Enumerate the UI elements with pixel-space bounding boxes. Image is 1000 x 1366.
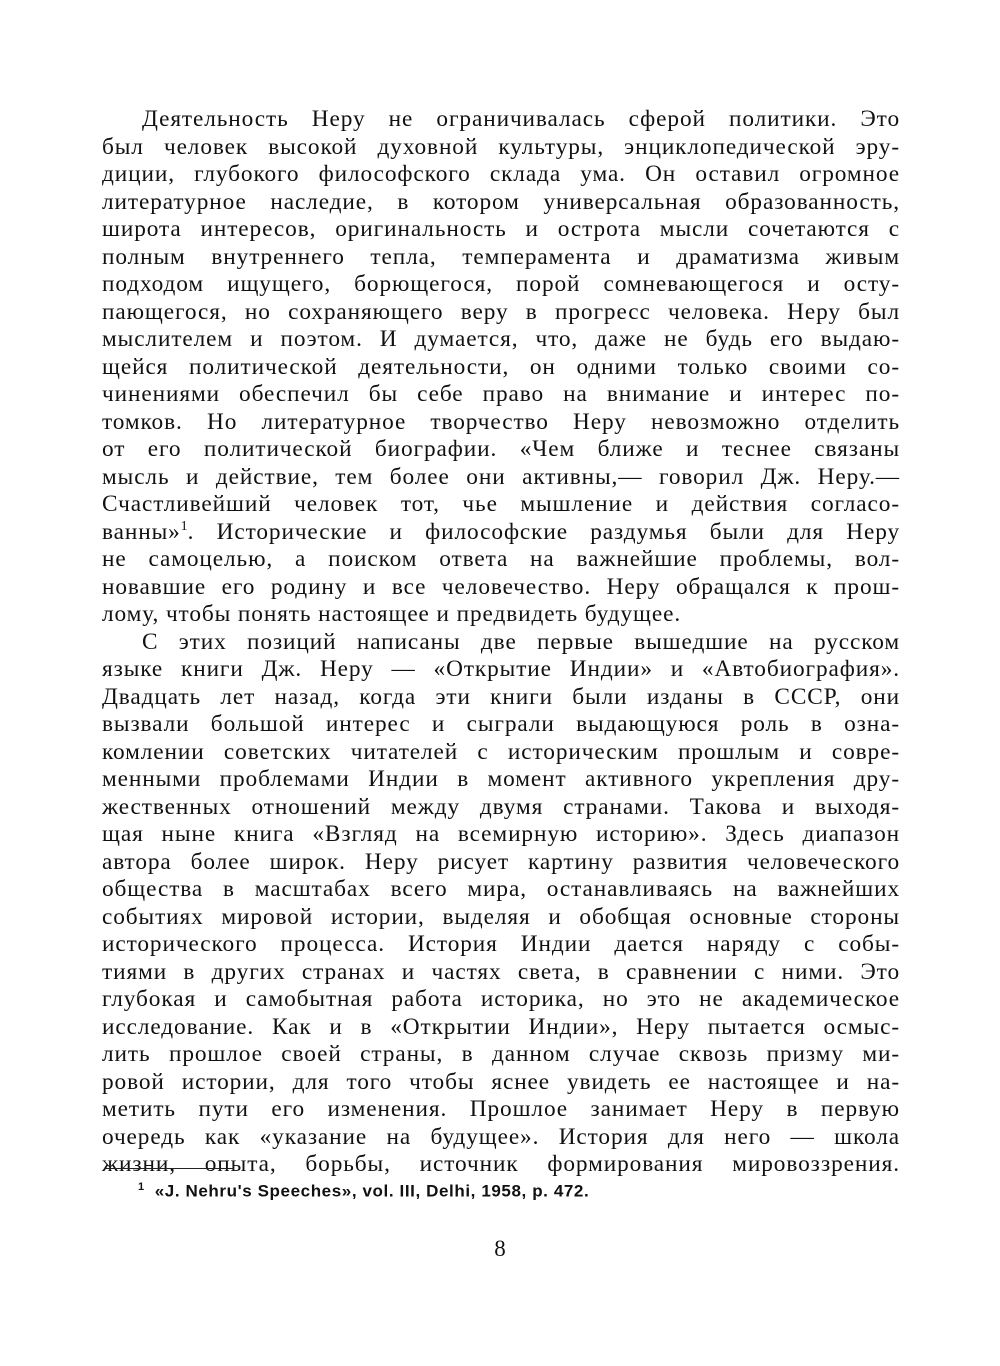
text-line: ровой истории, для того чтобы яснее увидеть ее настоящее и на-	[102, 1068, 900, 1095]
text-line: щейся политической деятельности, он одними только своими со-	[102, 353, 900, 380]
text-line: языке книги Дж. Неру — «Открытие Индии» и «Автобиография».	[102, 656, 900, 682]
text-line: новавшие его родину и все человечество. Неру обращался к прош-	[102, 573, 900, 600]
text-segment: . Исторические и философские раздумья были для Неру	[187, 518, 900, 545]
text-line: мысль и действие, тем более они активны,— говорил Дж. Неру.—	[102, 463, 900, 490]
text-line: комлении советских читателей с историческим прошлым и совре-	[102, 738, 900, 765]
footnote-divider	[104, 1168, 234, 1169]
text-line: пающегося, но сохраняющего веру в прогресс человека. Неру был	[102, 298, 900, 325]
text-line: событиях мировой истории, выделяя и обобщая основные стороны	[102, 903, 900, 930]
text-line: от его политической биографии. «Чем ближе и теснее связаны	[102, 436, 900, 462]
text-line: щая ныне книга «Взгляд на всемирную историю». Здесь диапазон	[102, 821, 900, 847]
text-line: чинениями обеспечил бы себе право на внимание и интерес по-	[102, 381, 900, 407]
text-line: общества в масштабах всего мира, останавливаясь на важнейших	[102, 876, 900, 902]
text-line: автора более широк. Неру рисует картину развития человеческого	[102, 848, 900, 875]
text-line: широта интересов, оригинальность и острота мысли сочетаются с	[102, 216, 900, 242]
text-line: лить прошлое своей страны, в данном случае сквозь призму ми-	[102, 1041, 900, 1067]
text-segment: ванны»	[102, 518, 181, 545]
text-line: жизни, опыта, борьбы, источник формирования мировоззрения.	[102, 1151, 900, 1177]
body-text	[102, 106, 900, 1179]
text-line: был человек высокой духовной культуры, энциклопедической эру-	[102, 133, 900, 160]
text-line-with-footnote-ref	[102, 519, 900, 547]
text-line: полным внутреннего тепла, темперамента и драматизма живым	[102, 243, 900, 270]
text-line: С этих позиций написаны две первые вышедшие на русском	[142, 628, 900, 655]
text-line: очередь как «указание на будущее». История для него — школа	[102, 1123, 900, 1150]
text-line: лому, чтобы понять настоящее и предвидеть будущее.	[102, 601, 682, 627]
text-line: менными проблемами Индии в момент активного укрепления дру-	[102, 766, 900, 792]
footnote-reference: 1	[180, 518, 188, 534]
text-line: жественных отношений между двумя странами. Такова и выходя-	[102, 793, 900, 820]
text-line: Счастливейший человек тот, чье мышление и действия согласо-	[102, 491, 900, 517]
text-line: Деятельность Неру не ограничивалась сферой политики. Это	[142, 106, 900, 132]
text-line: Двадцать лет назад, когда эти книги были изданы в СССР, они	[102, 683, 900, 710]
text-line: томков. Но литературное творчество Неру невозможно отделить	[102, 408, 900, 435]
text-line: мыслителем и поэтом. И думается, что, даже не будь его выдаю-	[102, 326, 900, 352]
footnote-text: «J. Nehru's Speeches», vol. III, Delhi, 1958, p. 472.	[154, 1181, 590, 1201]
footnote	[138, 1181, 589, 1202]
text-line: диции, глубокого философского склада ума. Он оставил огромное	[102, 161, 900, 187]
page-number: 8	[494, 1236, 506, 1261]
text-line: подходом ищущего, борющегося, порой сомневающегося и осту-	[102, 271, 900, 297]
text-line: исследование. Как и в «Открытии Индии», Неру пытается осмыс-	[102, 1013, 900, 1040]
text-line: метить пути его изменения. Прошлое занимает Неру в первую	[102, 1096, 900, 1122]
text-line: вызвали большой интерес и сыграли выдающуюся роль в озна-	[102, 711, 900, 737]
text-line: исторического процесса. История Индии дается наряду с собы-	[102, 931, 900, 957]
footnote-number: 1	[138, 1181, 145, 1193]
text-line: тиями в других странах и частях света, в сравнении с ними. Это	[102, 958, 900, 985]
text-line: не самоцелью, а поиском ответа на важнейшие проблемы, вол-	[102, 546, 900, 572]
text-line: глубокая и самобытная работа историка, но это не академическое	[102, 986, 900, 1012]
text-line: литературное наследие, в котором универсальная образованность,	[102, 188, 900, 215]
